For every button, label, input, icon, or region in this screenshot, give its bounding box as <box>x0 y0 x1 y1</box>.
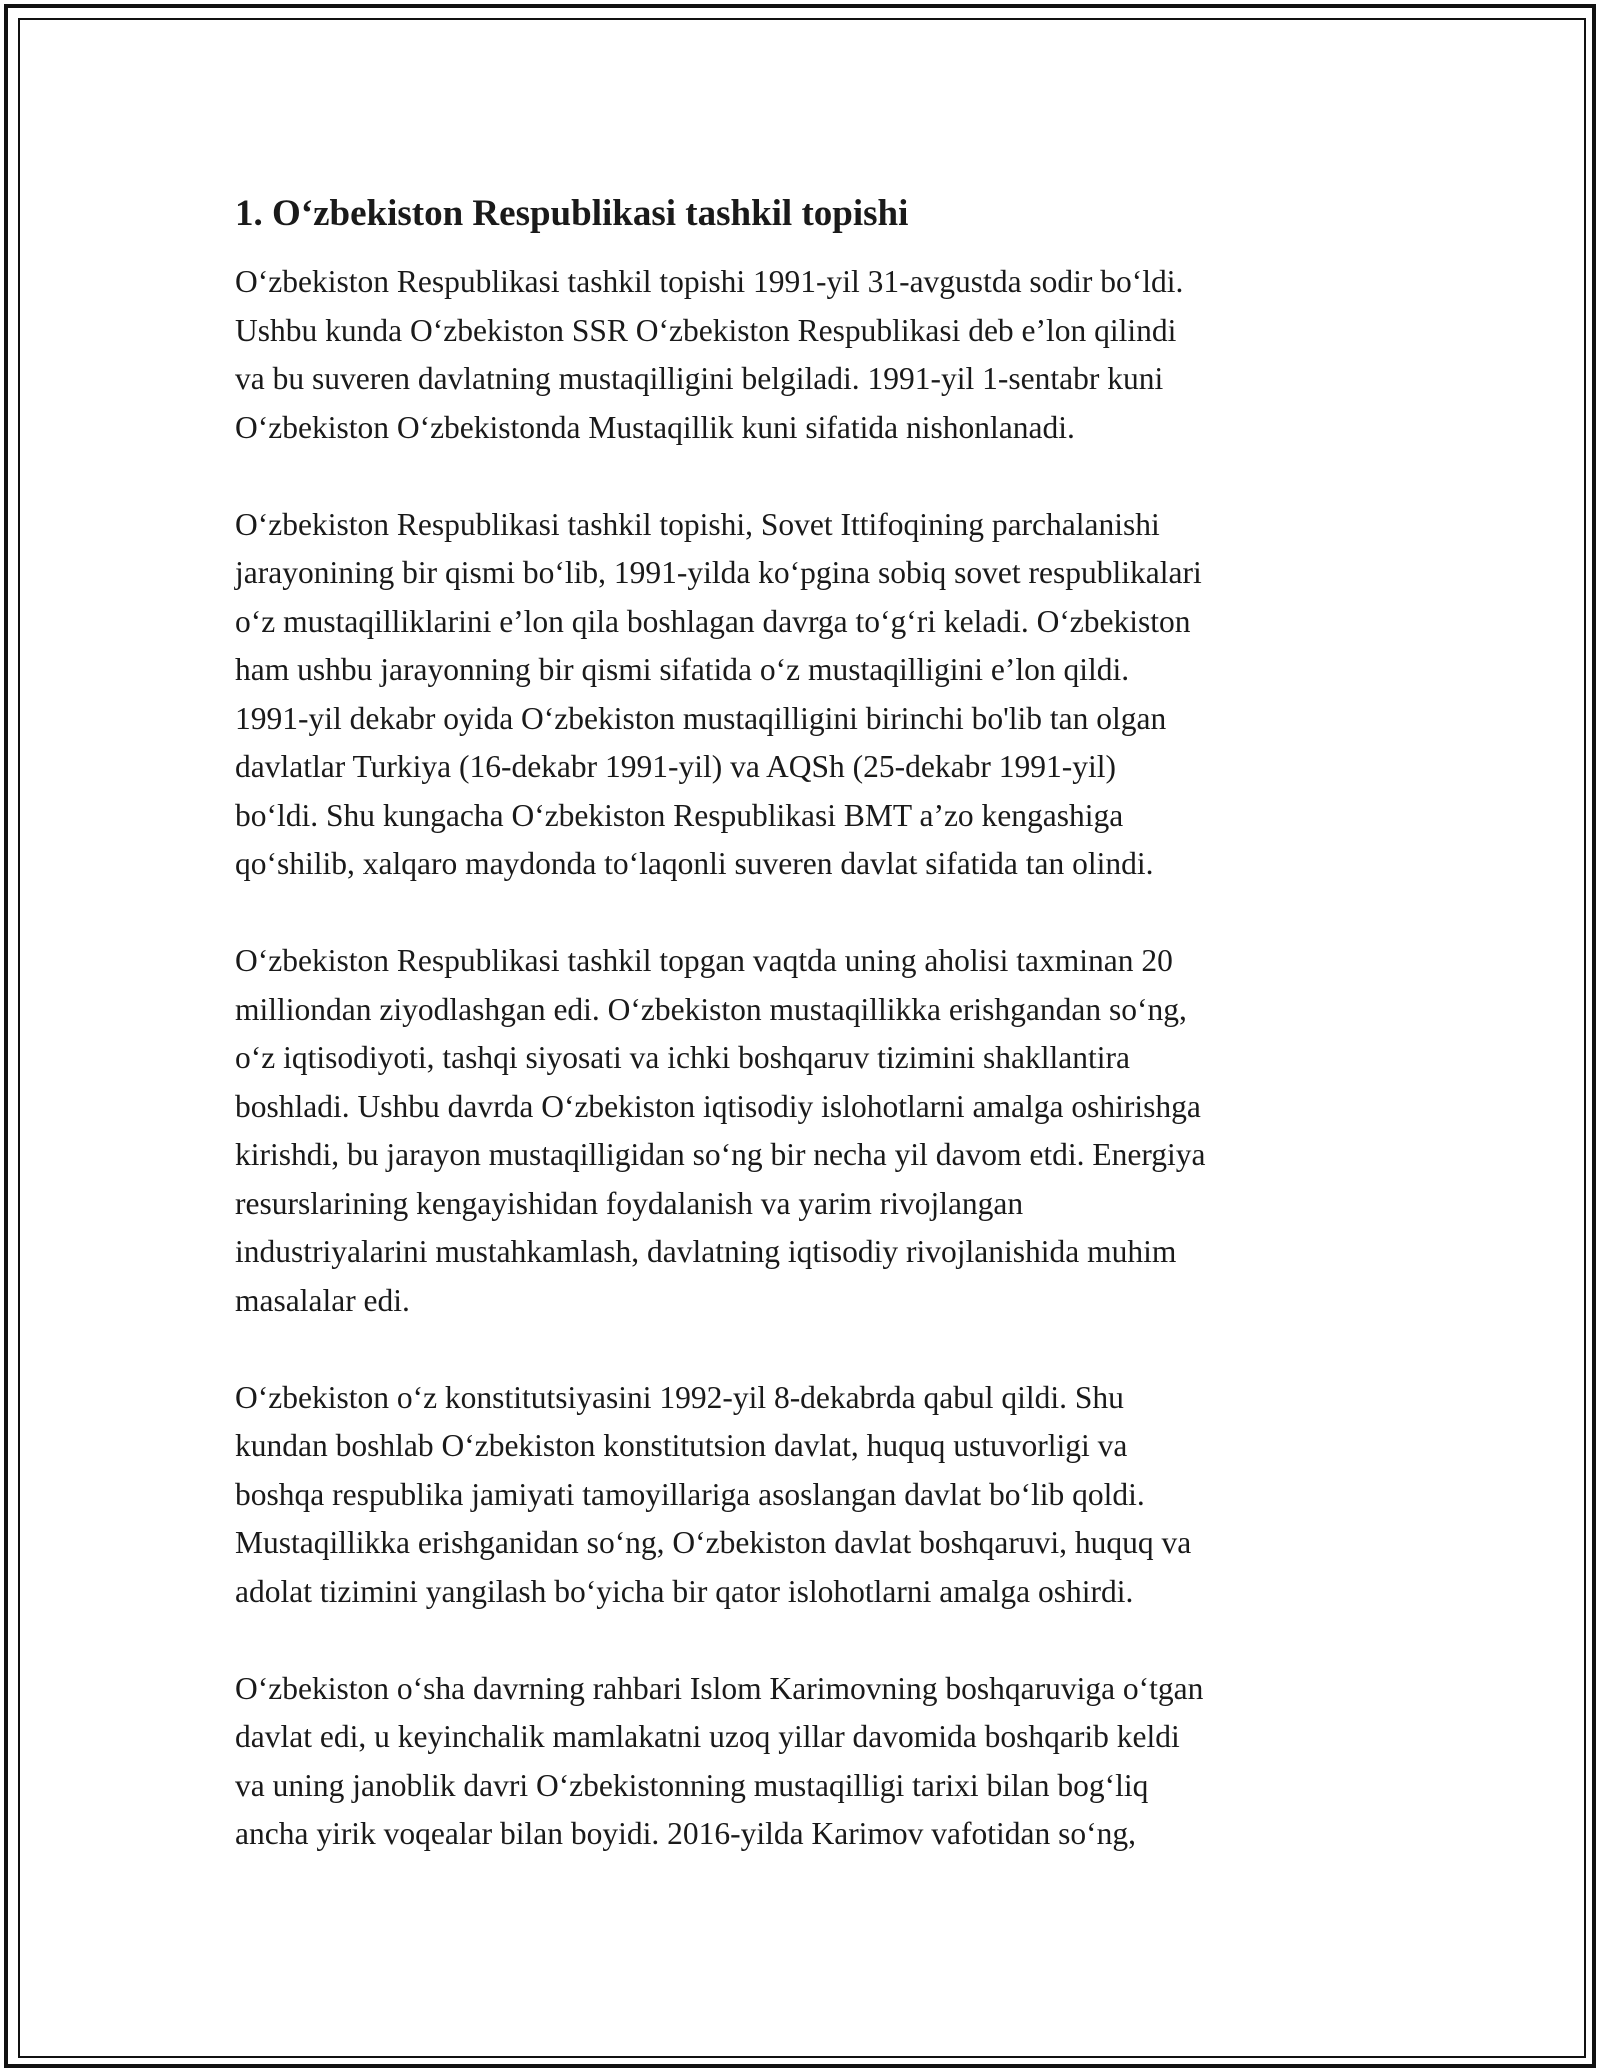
text-line: boshqa respublika jamiyati tamoyillariga asoslangan davlat bo‘lib qoldi. <box>235 1476 1145 1512</box>
text-line: O‘zbekiston O‘zbekistonda Mustaqillik kuni sifatida nishonlanadi. <box>235 409 1075 445</box>
text-line: bo‘ldi. Shu kungacha O‘zbekiston Respublikasi BMT a’zo kengashiga <box>235 797 1124 833</box>
text-line: jarayonining bir qismi bo‘lib, 1991-yilda ko‘pgina sobiq sovet respublikalari <box>235 555 1202 590</box>
paragraph-3 <box>235 937 1375 1325</box>
section-heading: 1. O‘zbekiston Respublikasi tashkil topishi <box>235 193 909 234</box>
paragraph-spacer <box>235 889 1375 938</box>
text-line: milliondan ziyodlashgan edi. O‘zbekiston mustaqillikka erishgandan so‘ng, <box>235 991 1187 1027</box>
text-line: O‘zbekiston o‘z konstitutsiyasini 1992-yil 8-dekabrda qabul qildi. Shu <box>235 1379 1124 1415</box>
text-line: O‘zbekiston o‘sha davrning rahbari Islom Karimovning boshqaruviga o‘tgan <box>235 1670 1204 1706</box>
text-line: resurslarining kengayishidan foydalanish va yarim rivojlangan <box>235 1185 1024 1221</box>
text-line: davlat edi, u keyinchalik mamlakatni uzoq yillar davomida boshqarib keldi <box>235 1719 1180 1754</box>
text-line: ham ushbu jarayonning bir qismi sifatida o‘z mustaqilligini e’lon qildi. <box>235 652 1130 687</box>
paragraph-spacer <box>235 452 1375 501</box>
text-line: O‘zbekiston Respublikasi tashkil topishi, Sovet Ittifoqining parchalanishi <box>235 506 1160 542</box>
text-line: qo‘shilib, xalqaro maydonda to‘laqonli suveren davlat sifatida tan olindi. <box>235 846 1154 881</box>
text-line: O‘zbekiston Respublikasi tashkil topgan vaqtda uning aholisi taxminan 20 <box>235 943 1173 978</box>
text-line: Mustaqillikka erishganidan so‘ng, O‘zbekiston davlat boshqaruvi, huquq va <box>235 1525 1192 1560</box>
text-line: davlatlar Turkiya (16-dekabr 1991-yil) va AQSh (25-dekabr 1991-yil) <box>235 749 1116 784</box>
text-line: masalalar edi. <box>235 1282 410 1318</box>
document-body <box>235 182 1375 1859</box>
text-line: 1991-yil dekabr oyida O‘zbekiston mustaqilligini birinchi bo'lib tan olgan <box>235 700 1167 736</box>
paragraph-spacer <box>235 1616 1375 1665</box>
text-line: va bu suveren davlatning mustaqilligini belgiladi. 1991-yil 1-sentabr kuni <box>235 361 1164 396</box>
text-line: kirishdi, bu jarayon mustaqilligidan so‘ng bir necha yil davom etdi. Energiya <box>235 1137 1206 1172</box>
text-line: o‘z iqtisodiyoti, tashqi siyosati va ichki boshqaruv tizimini shakllantira <box>235 1040 1130 1075</box>
text-line: ancha yirik voqealar bilan boyidi. 2016-yilda Karimov vafotidan so‘ng, <box>235 1816 1137 1851</box>
text-line: Ushbu kunda O‘zbekiston SSR O‘zbekiston Respublikasi deb e’lon qilindi <box>235 312 1177 348</box>
paragraph-2 <box>235 501 1375 889</box>
text-line: boshladi. Ushbu davrda O‘zbekiston iqtisodiy islohotlarni amalga oshirishga <box>235 1088 1201 1124</box>
paragraph-spacer <box>235 1325 1375 1374</box>
paragraph-5 <box>235 1665 1375 1859</box>
text-line: kundan boshlab O‘zbekiston konstitutsion davlat, huquq ustuvorligi va <box>235 1428 1128 1463</box>
text-line: adolat tizimini yangilash bo‘yicha bir qator islohotlarni amalga oshirdi. <box>235 1573 1134 1609</box>
paragraph-4 <box>235 1374 1375 1617</box>
text-line: va uning janoblik davri O‘zbekistonning mustaqilligi tarixi bilan bog‘liq <box>235 1767 1149 1803</box>
text-line: o‘z mustaqilliklarini e’lon qila boshlagan davrga to‘g‘ri keladi. O‘zbekiston <box>235 603 1191 639</box>
paragraph-1 <box>235 258 1375 452</box>
text-line: industriyalarini mustahkamlash, davlatning iqtisodiy rivojlanishida muhim <box>235 1234 1177 1269</box>
text-line: O‘zbekiston Respublikasi tashkil topishi 1991-yil 31-avgustda sodir bo‘ldi. <box>235 264 1184 299</box>
